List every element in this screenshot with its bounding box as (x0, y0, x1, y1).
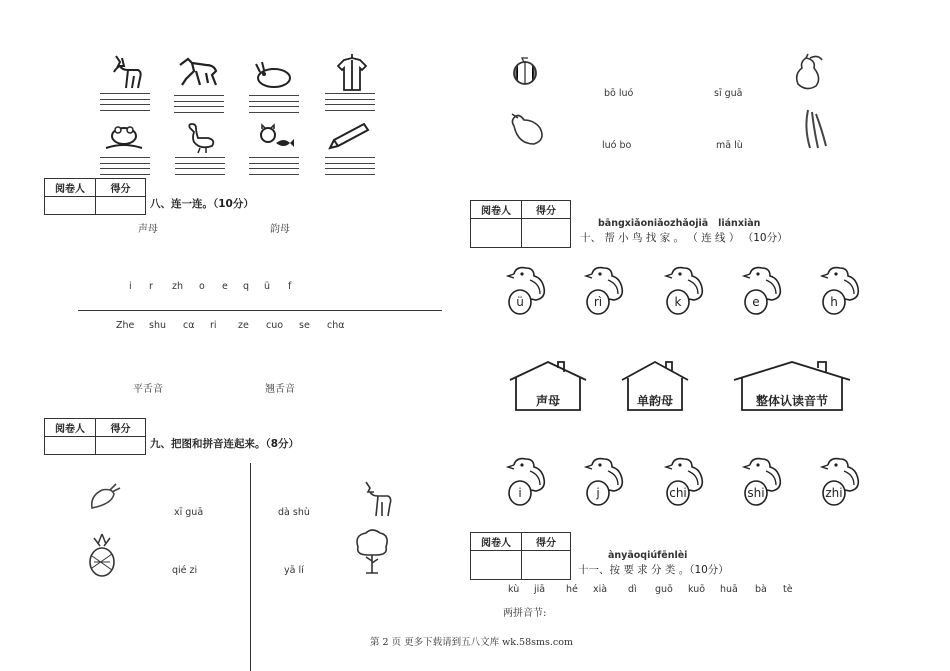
syllable-cha[interactable]: chα (327, 320, 345, 331)
bird-birds_bottom-0[interactable] (500, 455, 550, 507)
grader-cell[interactable] (471, 551, 522, 580)
score-table-10 (470, 200, 571, 248)
score-cell[interactable] (522, 551, 571, 580)
syllable-ca[interactable]: cα (183, 320, 195, 331)
bird-birds_bottom-3[interactable] (736, 455, 786, 507)
deer-picture (108, 52, 146, 92)
syllable-xia[interactable]: xià (593, 584, 608, 595)
house-initials[interactable] (508, 360, 588, 412)
grader-label: 阅卷人 (471, 201, 522, 219)
score-cell[interactable] (96, 437, 146, 455)
pineapple-picture (84, 532, 120, 578)
syllable-shu[interactable]: shu (149, 320, 166, 331)
horse-picture (176, 55, 220, 91)
bird-birds_bottom-1[interactable] (578, 455, 628, 507)
writing-lines-1c[interactable] (249, 95, 299, 113)
letter-o[interactable]: o (199, 281, 205, 292)
score-table-11 (470, 532, 571, 580)
syllable-ku[interactable]: kù (508, 584, 520, 595)
section-11-pinyin: ànyāoqiúfēnlèi (608, 550, 688, 561)
goose-picture (184, 120, 218, 154)
flat-tongue-label: 平舌音 (133, 384, 163, 395)
score-cell[interactable] (522, 219, 571, 248)
writing-lines-2a[interactable] (100, 157, 150, 175)
bird-letter: shi (747, 486, 765, 500)
bird-birds_top-0[interactable] (500, 264, 550, 316)
word-sigua[interactable]: sī guā (714, 88, 743, 99)
bird-letter: chi (669, 486, 687, 500)
letter-u-umlaut[interactable]: ü (264, 281, 271, 292)
score-cell[interactable] (96, 197, 146, 215)
syllable-zhe[interactable]: Zhe (116, 320, 135, 331)
syllable-he[interactable]: hé (566, 584, 578, 595)
house-label-simple-finals: 单韵母 (636, 394, 673, 408)
word-malu[interactable]: mā lù (716, 140, 743, 151)
section-11-title: 十一、按 要 求 分 类 。（10分） (578, 564, 729, 576)
bird-birds_bottom-2[interactable] (658, 455, 708, 507)
house-label-whole-syllables: 整体认读音节 (755, 394, 828, 408)
word-dashu[interactable]: dà shù (278, 507, 310, 518)
syllable-jia[interactable]: jiā (534, 584, 546, 595)
bird-letter: h (830, 295, 838, 309)
syllable-hua[interactable]: huā (720, 584, 738, 595)
letter-r[interactable]: r (149, 281, 153, 292)
bird-letter: i (518, 486, 522, 500)
initials-label: 声母 (138, 224, 158, 235)
bird-letter: k (674, 295, 682, 309)
syllable-se[interactable]: se (299, 320, 310, 331)
grader-label: 阅卷人 (471, 533, 522, 551)
section-8-title: 八、连一连。（10分） (150, 198, 254, 210)
house-label-initials: 声母 (535, 394, 560, 408)
syllable-kuo[interactable]: kuō (688, 584, 706, 595)
bird-birds_top-1[interactable] (578, 264, 628, 316)
syllable-guo[interactable]: guō (655, 584, 673, 595)
tree-picture (352, 527, 392, 575)
bird-birds_top-4[interactable] (814, 264, 864, 316)
loofah-picture (800, 108, 834, 152)
writing-lines-2c[interactable] (249, 157, 299, 175)
grader-label: 阅卷人 (45, 419, 96, 437)
writing-lines-1d[interactable] (325, 93, 375, 111)
pencil-picture (326, 122, 370, 152)
word-qiezi[interactable]: qié zi (172, 565, 198, 576)
word-luobo[interactable]: luó bo (602, 140, 632, 151)
cat-fish-picture (256, 123, 296, 153)
letter-zh[interactable]: zh (172, 281, 184, 292)
eggplant-picture (508, 110, 548, 150)
bird-letter: rì (593, 295, 603, 309)
grader-cell[interactable] (45, 437, 96, 455)
house-simple-finals[interactable] (620, 360, 690, 412)
section-10-pinyin: bāngxiǎoniǎozhǎojiā liánxiàn (598, 218, 761, 229)
word-boluo[interactable]: bō luó (604, 88, 634, 99)
vertical-divider (250, 463, 251, 671)
letter-f[interactable]: f (288, 281, 292, 292)
syllable-cuo[interactable]: cuo (266, 320, 284, 331)
score-label: 得分 (96, 419, 146, 437)
word-yali[interactable]: yā lí (284, 565, 304, 576)
pear-picture (792, 52, 826, 92)
letter-q[interactable]: q (243, 281, 250, 292)
frog-picture (104, 122, 144, 152)
watermelon-picture (510, 56, 540, 86)
grader-label: 阅卷人 (45, 179, 96, 197)
score-table-8 (44, 178, 146, 215)
section-9-title: 九、把图和拼音连起来。（8分） (150, 438, 300, 450)
deer-picture-small (360, 480, 394, 518)
page-footer: 第 2 页 更多下载请到五八文库 wk.58sms.com (370, 637, 573, 648)
score-label: 得分 (522, 201, 571, 219)
grader-cell[interactable] (471, 219, 522, 248)
score-label: 得分 (96, 179, 146, 197)
bird-birds_top-3[interactable] (736, 264, 786, 316)
bird-birds_bottom-4[interactable] (814, 455, 864, 507)
syllable-di[interactable]: dì (628, 584, 637, 595)
score-table-9 (44, 418, 146, 455)
writing-lines-1a[interactable] (100, 93, 150, 111)
finals-label: 韵母 (270, 224, 290, 235)
score-label: 得分 (522, 533, 571, 551)
writing-lines-1b[interactable] (174, 95, 224, 113)
syllable-ze[interactable]: ze (238, 320, 249, 331)
writing-lines-2d[interactable] (325, 157, 375, 175)
syllable-te[interactable]: tè (783, 584, 793, 595)
letter-i[interactable]: i (129, 281, 132, 292)
bird-letter: j (596, 486, 600, 500)
bird-letter: zhi (825, 486, 843, 500)
syllable-ba[interactable]: bà (755, 584, 767, 595)
section-10-title: 十、 帮 小 鸟 找 家 。 （ 连 线 ） （10分） (580, 232, 788, 244)
syllable-ri[interactable]: ri (210, 320, 217, 331)
writing-lines-2b[interactable] (175, 157, 225, 175)
bird-birds_top-2[interactable] (658, 264, 708, 316)
bird-letter: e (752, 295, 760, 309)
divider-line (78, 310, 442, 311)
rabbit-picture (252, 60, 296, 90)
retroflex-label: 翘舌音 (265, 384, 295, 395)
house-whole-syllables[interactable] (732, 360, 852, 412)
bird-letter: ü (516, 295, 524, 309)
word-xigua[interactable]: xī guā (174, 507, 204, 518)
letter-e[interactable]: e (222, 281, 228, 292)
grader-cell[interactable] (45, 197, 96, 215)
clothes-picture (336, 52, 368, 92)
two-part-syllables-label: 两拼音节: (503, 608, 547, 619)
radish-picture (86, 480, 122, 514)
